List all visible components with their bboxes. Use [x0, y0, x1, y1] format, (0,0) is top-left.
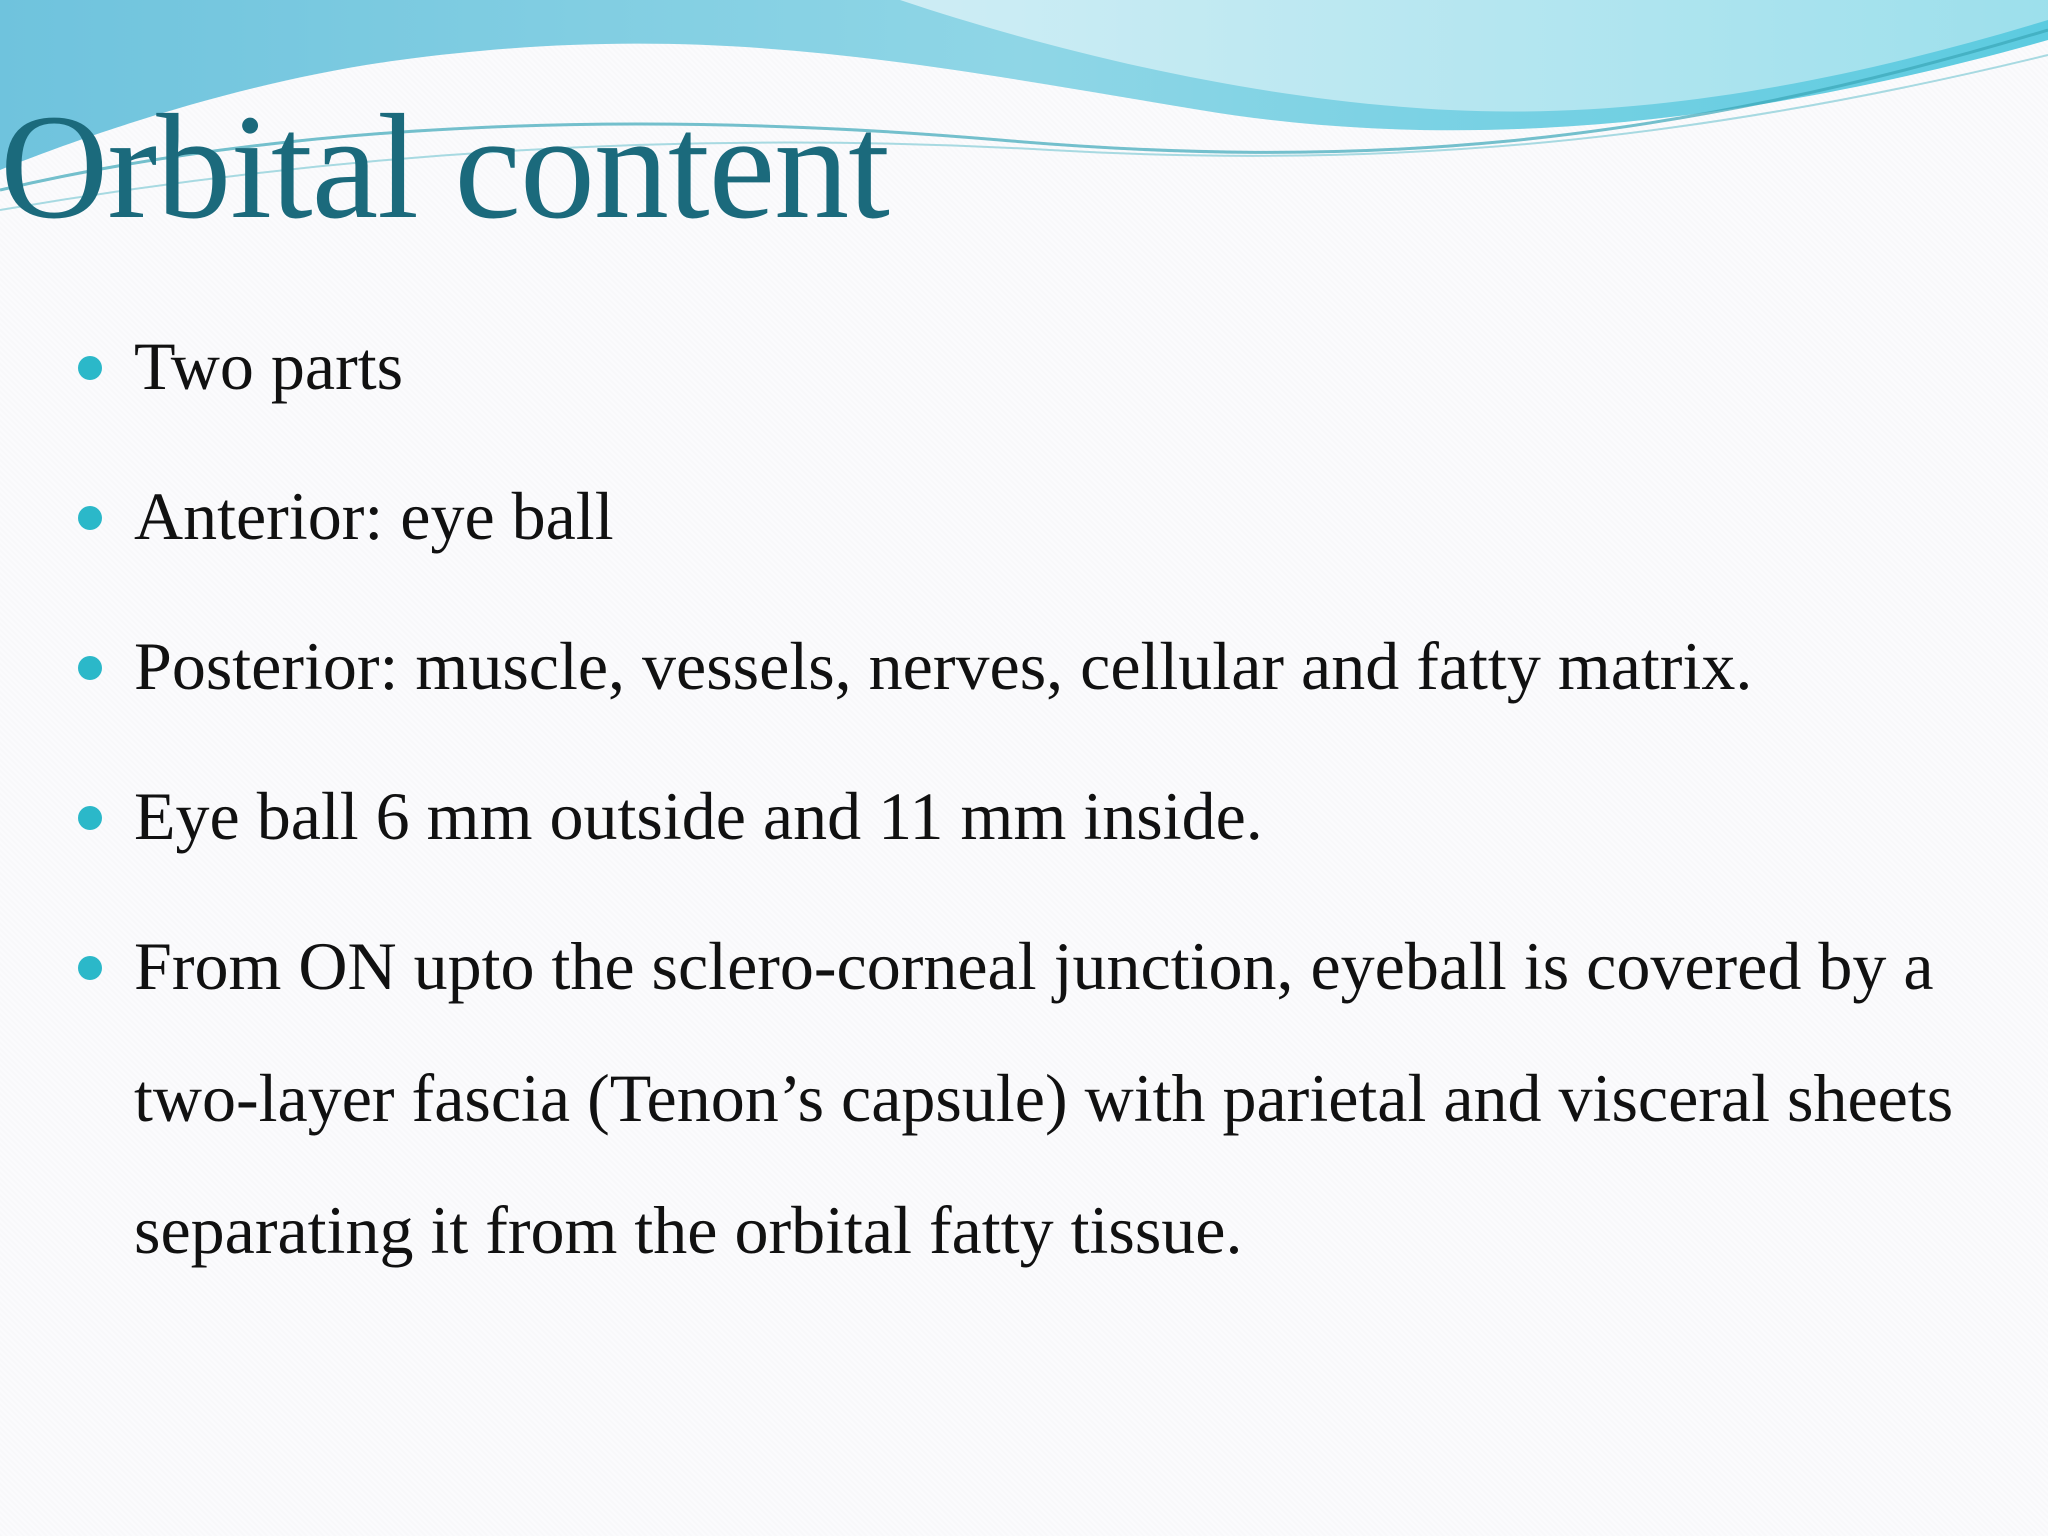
bullet-item [78, 600, 1978, 732]
bullet-text: From ON upto the sclero-corneal junction, eyeball is covered by a two-layer fascia (Tenon’s capsule) with parietal and visceral sheets separating it from the orbital fatty tissue. [134, 928, 1954, 1268]
bullet-dot-icon [78, 806, 102, 830]
bullet-list [78, 300, 1978, 1314]
bullet-text: Posterior: muscle, vessels, nerves, cellular and fatty matrix. [134, 628, 1753, 704]
bullet-item [78, 750, 1978, 882]
bullet-dot-icon [78, 356, 102, 380]
bullet-item [78, 300, 1978, 432]
bullet-text: Anterior: eye ball [134, 478, 614, 554]
slide-title: Orbital content [0, 84, 889, 250]
bullet-item [78, 900, 1978, 1296]
bullet-dot-icon [78, 506, 102, 530]
bullet-text: Eye ball 6 mm outside and 11 mm inside. [134, 778, 1263, 854]
bullet-dot-icon [78, 956, 102, 980]
bullet-text: Two parts [134, 328, 404, 404]
bullet-dot-icon [78, 656, 102, 680]
bullet-item [78, 450, 1978, 582]
